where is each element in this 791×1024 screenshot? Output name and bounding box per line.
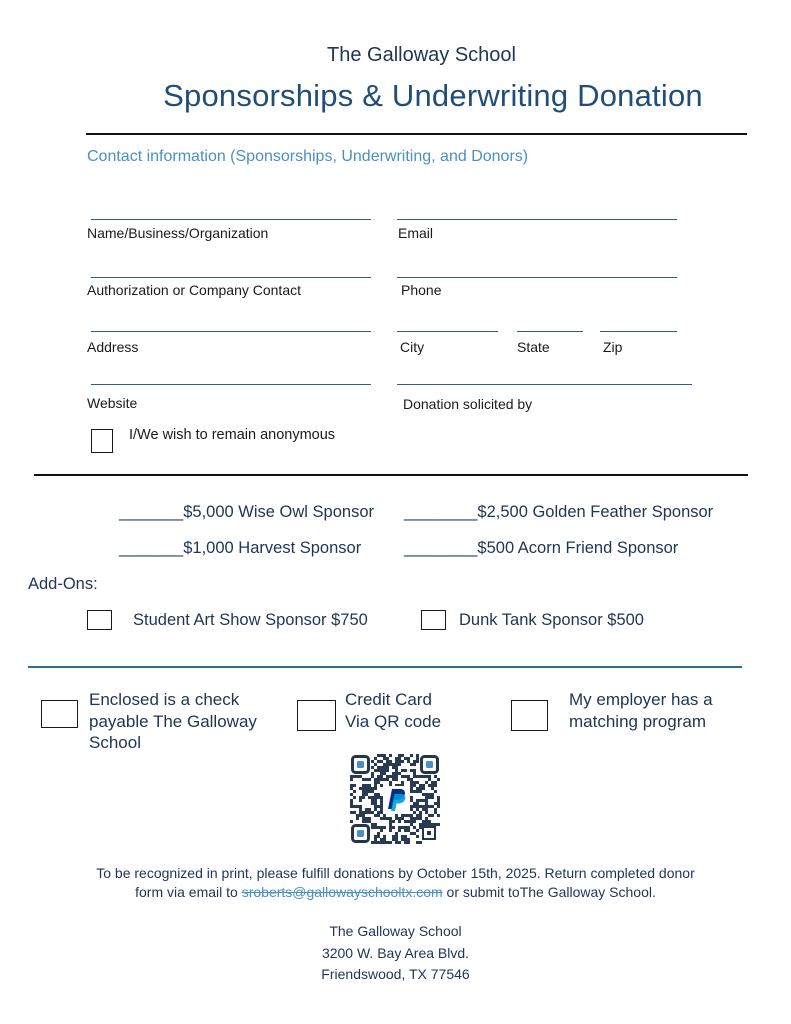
contact-email-link[interactable]: sroberts@gallowayschooltx.com [241, 884, 443, 900]
footer-instructions: To be recognized in print, please fulfill donations by October 15th, 2025. Return completed donor [96, 865, 695, 881]
employer-line-1: My employer has a [569, 690, 713, 709]
art-show-checkbox[interactable] [87, 610, 112, 630]
school-address [0, 921, 791, 986]
authorization-label: Authorization or Company Contact [87, 282, 301, 298]
city-label: City [400, 339, 425, 355]
state-field-line[interactable] [517, 331, 583, 332]
addons-divider [28, 666, 742, 668]
sponsor-blank: _______ [119, 539, 184, 557]
sponsor-blank: ________ [404, 503, 478, 521]
name-label: Name/Business/Organization [87, 225, 269, 241]
sponsor-wise-owl-label: $5,000 Wise Owl Sponsor [183, 503, 375, 521]
footer-submit-suffix: or submit toThe Galloway School. [442, 884, 656, 900]
zip-label: Zip [603, 339, 623, 355]
address-label: Address [87, 339, 139, 355]
name-field-line[interactable] [91, 219, 371, 220]
footer-submit-prefix: form via email to [135, 884, 242, 900]
email-label: Email [398, 225, 434, 241]
sponsor-harvest-label: $1,000 Harvest Sponsor [183, 539, 362, 557]
city-field-line[interactable] [397, 331, 498, 332]
website-label: Website [87, 395, 138, 411]
website-field-line[interactable] [91, 384, 371, 385]
check-payment-label [89, 689, 257, 754]
solicited-by-field-line[interactable] [397, 384, 692, 385]
employer-line-2: matching program [569, 711, 707, 731]
dunk-tank-checkbox[interactable] [421, 610, 446, 630]
address-line-3: Friendswood, TX 77546 [321, 966, 470, 982]
credit-line-1: Credit Card [345, 690, 432, 709]
sponsor-golden-feather[interactable] [404, 503, 713, 522]
employer-match-label [569, 689, 713, 732]
sponsor-blank: _______ [119, 503, 184, 521]
credit-card-checkbox[interactable] [297, 700, 336, 731]
sponsor-wise-owl[interactable] [119, 503, 374, 522]
addons-heading: Add-Ons: [28, 575, 98, 593]
solicited-by-label: Donation solicited by [403, 396, 533, 412]
sponsor-acorn[interactable] [404, 539, 678, 558]
phone-field-line[interactable] [397, 277, 677, 278]
credit-line-2: Via QR code [345, 711, 442, 731]
sponsor-harvest[interactable] [119, 539, 361, 558]
contact-divider [34, 474, 748, 476]
authorization-field-line[interactable] [91, 277, 371, 278]
credit-card-label [345, 689, 441, 732]
phone-label: Phone [401, 282, 442, 298]
check-line-2: payable The Galloway [89, 711, 257, 731]
check-payment-checkbox[interactable] [41, 700, 78, 728]
anonymous-label: I/We wish to remain anonymous [129, 427, 336, 443]
contact-section-title: Contact information (Sponsorships, Underwriting, and Donors) [87, 148, 529, 165]
footer-submit-line [0, 884, 791, 900]
form-title: Sponsorships & Underwriting Donation [163, 78, 703, 113]
state-label: State [517, 339, 550, 355]
check-line-1: Enclosed is a check [89, 690, 240, 709]
header-divider [86, 133, 747, 135]
sponsor-acorn-label: $500 Acorn Friend Sponsor [477, 539, 679, 557]
address-field-line[interactable] [91, 331, 371, 332]
sponsor-blank: ________ [404, 539, 478, 557]
anonymous-checkbox[interactable] [91, 429, 113, 453]
zip-field-line[interactable] [600, 331, 677, 332]
paypal-qr-code[interactable] [350, 754, 440, 844]
email-field-line[interactable] [397, 219, 677, 220]
address-line-1: The Galloway School [329, 923, 462, 939]
employer-match-checkbox[interactable] [511, 700, 548, 731]
school-name: The Galloway School [327, 44, 516, 66]
art-show-label: Student Art Show Sponsor $750 [133, 611, 368, 629]
sponsor-golden-feather-label: $2,500 Golden Feather Sponsor [477, 503, 714, 521]
address-line-2: 3200 W. Bay Area Blvd. [321, 944, 470, 961]
dunk-tank-label: Dunk Tank Sponsor $500 [459, 611, 644, 629]
check-line-3: School [89, 733, 141, 752]
